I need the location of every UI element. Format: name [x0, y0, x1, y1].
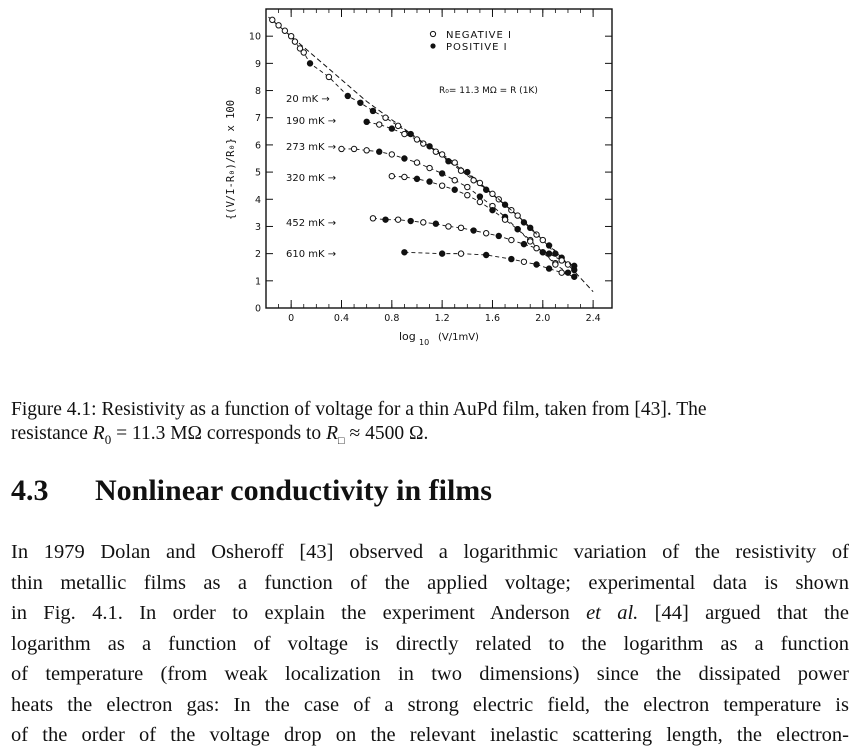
data-point-positive	[534, 262, 539, 267]
data-point-negative	[351, 146, 356, 151]
data-point-negative	[339, 146, 344, 151]
data-point-negative	[521, 259, 526, 264]
data-point-negative	[364, 148, 369, 153]
x-axis-label-log: log	[399, 330, 416, 343]
data-point-negative	[389, 173, 394, 178]
data-point-negative	[452, 178, 457, 183]
data-point-negative	[414, 137, 419, 142]
series-label: 610 mK →	[286, 249, 337, 261]
x-axis-label-sub: 10	[419, 338, 430, 347]
body-line: thin metallic films as a function of the applied voltage; experimental data is shown	[11, 571, 849, 594]
data-point-positive	[402, 250, 407, 255]
data-point-negative	[414, 160, 419, 165]
section-title: Nonlinear conductivity in films	[95, 474, 492, 507]
series-group	[286, 249, 577, 279]
section-heading	[11, 474, 849, 514]
data-series	[270, 17, 577, 279]
caption-line-2c: ≈ 4500 Ω.	[344, 423, 429, 444]
x-tick-label: 1.6	[484, 313, 501, 324]
data-point-positive	[521, 220, 526, 225]
data-point-positive	[377, 149, 382, 154]
data-point-negative	[421, 220, 426, 225]
data-point-negative	[270, 17, 275, 22]
data-point-negative	[471, 178, 476, 183]
data-point-negative	[439, 152, 444, 157]
data-point-positive	[402, 156, 407, 161]
x-axis-label	[399, 330, 479, 347]
data-point-positive	[521, 241, 526, 246]
data-point-positive	[364, 119, 369, 124]
series-label: 20 mK →	[286, 94, 330, 106]
y-tick-label: 3	[254, 221, 261, 233]
data-point-negative	[301, 50, 306, 55]
data-point-negative	[534, 246, 539, 251]
body-line-3a: in Fig. 4.1. In order to explain the experiment Anderson	[11, 602, 587, 624]
data-point-positive	[483, 252, 488, 257]
caption-r0: R	[92, 423, 105, 444]
y-tick-label: 4	[254, 194, 261, 206]
data-point-positive	[465, 169, 470, 174]
y-tick-label: 7	[254, 113, 261, 125]
data-point-negative	[427, 165, 432, 170]
body-line	[11, 598, 849, 629]
body-et-al: et al.	[586, 602, 639, 624]
data-point-negative	[490, 191, 495, 196]
x-tick-label: 0	[288, 313, 295, 324]
data-point-negative	[559, 258, 564, 263]
x-ticks	[266, 9, 601, 324]
data-point-negative	[288, 33, 293, 38]
data-point-negative	[282, 28, 287, 33]
series-label: 273 mK →	[286, 141, 337, 153]
data-point-negative	[483, 231, 488, 236]
data-point-negative	[477, 180, 482, 185]
data-point-negative	[528, 239, 533, 244]
data-point-negative	[559, 270, 564, 275]
y-tick-label: 10	[248, 31, 261, 43]
data-point-negative	[540, 237, 545, 242]
y-tick-label: 8	[254, 86, 261, 98]
series-group	[286, 142, 558, 266]
data-point-negative	[276, 23, 281, 28]
caption-rsq: R	[326, 423, 338, 444]
data-point-positive	[528, 225, 533, 230]
series-group	[286, 116, 571, 267]
data-point-negative	[402, 174, 407, 179]
data-point-positive	[439, 171, 444, 176]
x-axis-label-units: (V/1mV)	[438, 332, 479, 343]
data-point-positive	[490, 207, 495, 212]
data-point-positive	[515, 226, 520, 231]
data-point-positive	[383, 217, 388, 222]
data-point-negative	[509, 237, 514, 242]
data-point-negative	[402, 131, 407, 136]
series-dashed-line	[392, 176, 568, 272]
y-tick-label: 1	[254, 276, 261, 288]
y-tick-label: 2	[254, 249, 261, 261]
legend-open-marker	[430, 31, 435, 36]
data-point-positive	[408, 218, 413, 223]
data-point-positive	[307, 61, 312, 66]
y-tick-label: 6	[254, 140, 261, 152]
data-point-positive	[439, 251, 444, 256]
data-point-negative	[326, 74, 331, 79]
data-point-negative	[292, 39, 297, 44]
caption-line-2b: = 11.3 MΩ corresponds to	[111, 423, 327, 444]
data-point-positive	[389, 126, 394, 131]
figure-4-1	[200, 0, 630, 360]
body-line: In 1979 Dolan and Osheroff [43] observed a logarithmic variation of the resistivity of	[11, 541, 849, 563]
y-axis-label: {(V/I-R₀)/R₀} x 100	[225, 99, 237, 221]
data-point-negative	[395, 123, 400, 128]
data-point-positive	[572, 263, 577, 268]
body-line: logarithm as a function of voltage is directly related to the logarithm as a function	[11, 632, 849, 655]
data-point-positive	[502, 202, 507, 207]
data-point-negative	[458, 225, 463, 230]
r0-note: R₀= 11.3 MΩ = R (1K)	[439, 86, 538, 96]
data-point-positive	[345, 93, 350, 98]
data-point-positive	[427, 179, 432, 184]
data-point-positive	[546, 251, 551, 256]
data-point-negative	[452, 160, 457, 165]
data-point-negative	[553, 262, 558, 267]
legend-positive-label: POSITIVE I	[446, 42, 508, 53]
data-point-negative	[377, 122, 382, 127]
caption-line-2a: resistance	[11, 423, 93, 444]
x-tick-label: 2.0	[535, 313, 551, 324]
section-number: 4.3	[11, 474, 49, 507]
data-point-positive	[414, 176, 419, 181]
data-point-positive	[471, 228, 476, 233]
data-point-positive	[496, 233, 501, 238]
data-point-negative	[465, 184, 470, 189]
body-line-3b: [44] argued that the	[638, 602, 849, 624]
legend-filled-marker	[430, 43, 435, 48]
data-point-positive	[427, 144, 432, 149]
data-point-negative	[383, 115, 388, 120]
body-line: of temperature (from weak localization in two dimensions) since the dissipated power	[11, 663, 849, 685]
legend	[430, 30, 537, 96]
x-tick-label: 0.8	[384, 313, 400, 324]
x-tick-label: 1.2	[434, 313, 450, 324]
data-point-positive	[370, 108, 375, 113]
data-point-negative	[370, 216, 375, 221]
data-point-negative	[395, 217, 400, 222]
data-point-positive	[572, 274, 577, 279]
caption-line-1: Figure 4.1: Resistivity as a function of voltage for a thin AuPd film, taken from [43]. The	[11, 399, 707, 420]
data-point-positive	[433, 221, 438, 226]
body-line: heats the electron gas: In the case of a strong electric field, the electron temperature is	[11, 693, 849, 716]
body-line: of the order of the voltage drop on the relevant inelastic scattering length, the electron-	[11, 724, 849, 746]
data-point-negative	[502, 217, 507, 222]
data-point-positive	[452, 187, 457, 192]
x-tick-label: 0.4	[333, 313, 350, 324]
body-paragraph	[11, 537, 849, 751]
data-point-positive	[477, 194, 482, 199]
caption-r0-sub: 0	[104, 431, 112, 447]
x-tick-label: 2.4	[585, 313, 601, 324]
y-tick-label: 0	[254, 303, 261, 315]
data-point-negative	[389, 152, 394, 157]
series-label: 320 mK →	[286, 173, 337, 185]
data-point-negative	[458, 251, 463, 256]
caption-rsq-sub: □	[337, 434, 345, 447]
figure-caption	[11, 398, 849, 453]
series-label: 452 mK →	[286, 217, 337, 229]
y-tick-label: 5	[254, 167, 261, 179]
data-point-positive	[358, 100, 363, 105]
data-point-negative	[477, 199, 482, 204]
data-point-positive	[509, 256, 514, 261]
data-point-negative	[465, 192, 470, 197]
data-point-negative	[515, 213, 520, 218]
data-point-positive	[546, 266, 551, 271]
series-label: 190 mK →	[286, 115, 337, 127]
data-point-negative	[439, 183, 444, 188]
legend-negative-label: NEGATIVE I	[446, 30, 512, 41]
data-point-negative	[446, 224, 451, 229]
y-tick-label: 9	[254, 58, 261, 70]
